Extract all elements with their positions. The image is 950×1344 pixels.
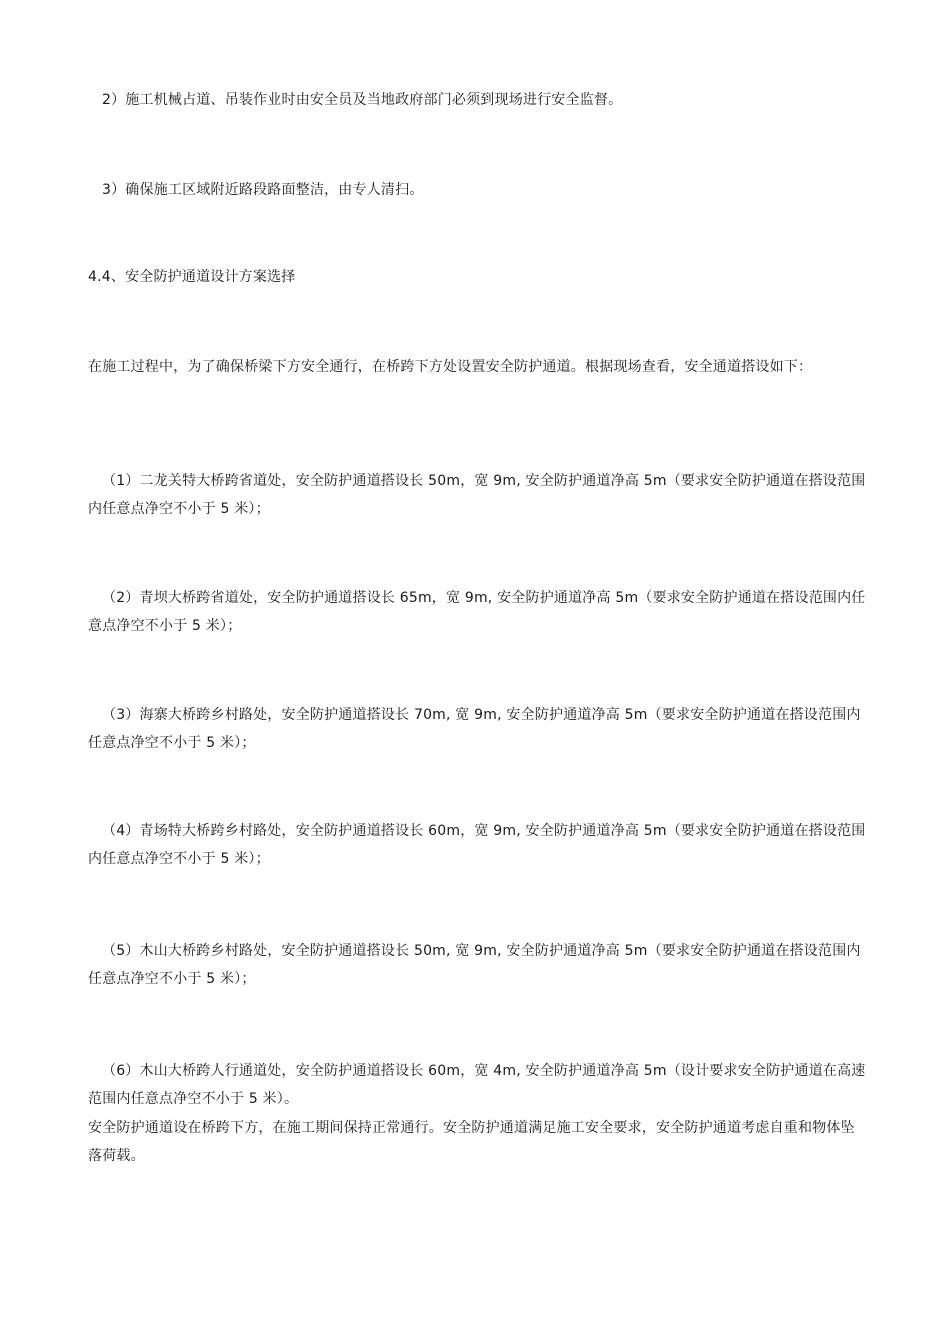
section-heading: 4.4、安全防护通道设计方案选择 (88, 269, 296, 285)
list-item-4: （4）青场特大桥跨乡村路处，安全防护通道搭设长 60m，宽 9m, 安全防护通道净高 5m（要求安全防护通道在搭设范围内任意点净空不小于 5 米）； (88, 823, 866, 867)
paragraph-item-2: 2）施工机械占道、吊装作业时由安全员及当地政府部门必须到现场进行安全监督。 (102, 92, 623, 108)
paragraph-item-3: 3）确保施工区域附近路段路面整洁，由专人清扫。 (102, 182, 424, 198)
intro-paragraph: 在施工过程中，为了确保桥梁下方安全通行，在桥跨下方处设置安全防护通道。根据现场查看，安全通道搭设如下： (88, 359, 813, 375)
list-item-6: （6）木山大桥跨人行通道处，安全防护通道搭设长 60m，宽 4m, 安全防护通道净高 5m（设计要求安全防护通道在高速范围内任意点净空不小于 5 米）。 (88, 1063, 866, 1107)
list-item-1: （1）二龙关特大桥跨省道处，安全防护通道搭设长 50m，宽 9m, 安全防护通道净高 5m（要求安全防护通道在搭设范围内任意点净空不小于 5 米）； (88, 473, 866, 517)
list-item-5: （5）木山大桥跨乡村路处，安全防护通道搭设长 50m, 宽 9m, 安全防护通道净高 5m（要求安全防护通道在搭设范围内任意点净空不小于 5 米）； (88, 943, 861, 987)
list-item-2: （2）青坝大桥跨省道处，安全防护通道搭设长 65m，宽 9m, 安全防护通道净高 5m（要求安全防护通道在搭设范围内任意点净空不小于 5 米）； (88, 590, 866, 634)
list-item-3: （3）海寨大桥跨乡村路处，安全防护通道搭设长 70m, 宽 9m, 安全防护通道净高 5m（要求安全防护通道在搭设范围内任意点净空不小于 5 米）； (88, 707, 861, 751)
closing-paragraph: 安全防护通道设在桥跨下方，在施工期间保持正常通行。安全防护通道满足施工安全要求，安全防护通道考虑自重和物体坠落荷载。 (88, 1120, 855, 1164)
